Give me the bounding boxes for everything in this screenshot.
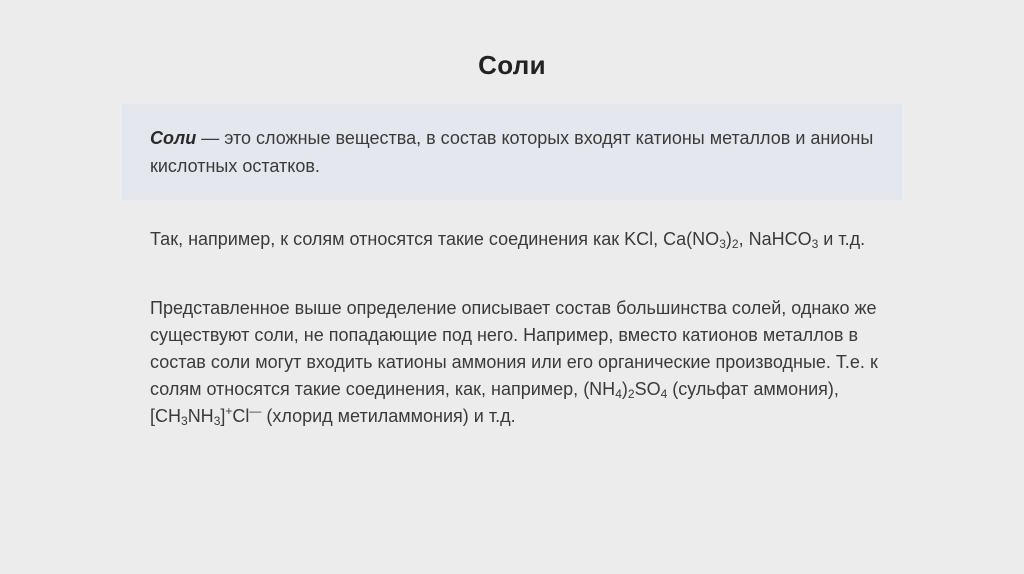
formula-ch-sub: 3 xyxy=(181,414,188,428)
formula-ca-sub2: 2 xyxy=(731,237,739,251)
p1-prefix: Так, например, к солям относятся такие соединения как xyxy=(150,229,625,249)
formula-kcl: KCl xyxy=(624,229,654,249)
p2-text: Представленное выше определение описывает состав большинства солей, однако же существуют соли, не попадающие под него. Например, вместо катионов металлов в состав соли могут входить катионы аммония или его органические производные. Т.е. к солям относятся такие соединения, как, например, xyxy=(150,298,878,399)
definition-text: — это сложные вещества, в состав которых входят катионы металлов и анионы кислотных остатков. xyxy=(150,128,874,176)
formula-nh: NH xyxy=(187,406,214,426)
formula-nh4-sub2: 2 xyxy=(627,387,635,401)
formula-cl: Cl xyxy=(232,406,250,426)
formula-ch-open: [CH xyxy=(150,406,181,426)
methyl-desc: (хлорид метиламмония) и т.д. xyxy=(261,406,516,426)
formula-ch-close: ] xyxy=(220,406,226,426)
p1-suffix: и т.д. xyxy=(818,229,866,249)
p1-sep2: , xyxy=(738,229,749,249)
definition-box xyxy=(122,104,902,200)
definition-term: Соли xyxy=(150,128,197,148)
formula-nahco-base: NaHCO xyxy=(748,229,812,249)
formula-nh4-open: (NH xyxy=(583,379,616,399)
formula-so-sub: 4 xyxy=(660,387,668,401)
p1-sep1: , xyxy=(653,229,664,249)
explanation-paragraph xyxy=(150,295,890,430)
slide-title: Соли xyxy=(478,50,546,80)
example-paragraph xyxy=(150,226,890,253)
formula-nh-sub: 3 xyxy=(213,414,221,428)
formula-ca-sub1: 3 xyxy=(719,237,726,251)
formula-plus: + xyxy=(225,404,233,418)
formula-ca-close: ) xyxy=(725,229,732,249)
formula-so: SO xyxy=(634,379,661,399)
ammonium-desc: (сульфат аммония), xyxy=(667,379,839,399)
formula-minus: — xyxy=(249,404,262,418)
formula-ca-base: Ca(NO xyxy=(663,229,720,249)
formula-nh4-sub: 4 xyxy=(615,387,622,401)
formula-nahco-sub: 3 xyxy=(811,237,819,251)
formula-nh4-close: ) xyxy=(621,379,628,399)
